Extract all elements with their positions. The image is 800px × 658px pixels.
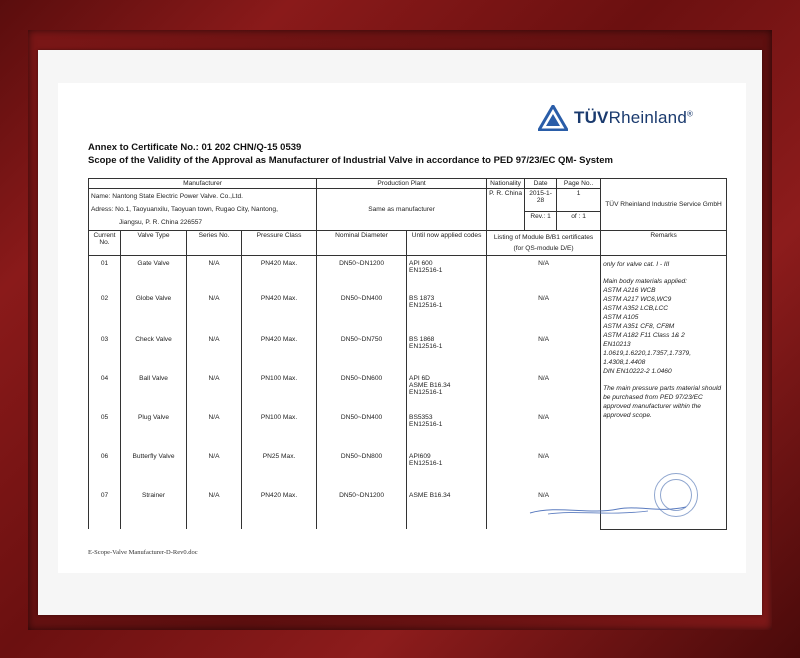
row-number: 05 xyxy=(89,410,121,449)
listing-value: N/A xyxy=(487,488,601,529)
col-diameter: Nominal Diameter xyxy=(317,231,407,256)
nominal-diameter: DN50~DN1200 xyxy=(317,488,407,529)
pressure-class: PN100 Max. xyxy=(242,410,317,449)
applied-codes: API 6D ASME B16.34 EN12516-1 xyxy=(407,371,487,410)
of-label: of : 1 xyxy=(557,212,601,231)
tuv-triangle-icon xyxy=(538,105,568,131)
remark-1: only for valve cat. I - III xyxy=(603,261,670,268)
valve-type: Strainer xyxy=(121,488,187,529)
plant-header: Production Plant xyxy=(317,179,487,189)
col-pressure: Pressure Class xyxy=(242,231,317,256)
nominal-diameter: DN50~DN600 xyxy=(317,371,407,410)
tuv-brand: TÜVRheinland® xyxy=(574,108,694,127)
remark-2: Main body materials applied: ASTM A216 WCB ASTM A217 WC6,WC9 ASTM A352 LCB,LCC ASTM A105 ASTM A351 CF8, CF8M ASTM A182 F11 Class 1& 2 EN10213 1.0619,1.6220,1.7357,1.7379, 1.4308,1.4408 DIN EN10222-2 1.0460 xyxy=(603,278,692,375)
nominal-diameter: DN50~DN400 xyxy=(317,410,407,449)
nominal-diameter: DN50~DN1200 xyxy=(317,256,407,292)
remark-3: The main pressure parts material should be purchased from PED 97/23/EC approved manufacturer within the approved scope. xyxy=(603,385,722,419)
series-no: N/A xyxy=(187,371,242,410)
manufacturer-name: Name: Nantong State Electric Power Valve. Co.,Ltd. xyxy=(91,193,243,200)
col-codes: Until now applied codes xyxy=(407,231,487,256)
col-series: Series No. xyxy=(187,231,242,256)
listing-value: N/A xyxy=(487,291,601,332)
manufacturer-address-1: Adress: No.1, Taoyuanxilu, Taoyuan town, Rugao City, Nantong, xyxy=(91,206,278,213)
col-current: Current No. xyxy=(89,231,121,256)
pressure-class: PN420 Max. xyxy=(242,332,317,371)
series-no: N/A xyxy=(187,410,242,449)
tuv-logo xyxy=(538,105,693,131)
page-value: 1 xyxy=(557,189,601,212)
applied-codes: BS5353 EN12516-1 xyxy=(407,410,487,449)
valve-type: Check Valve xyxy=(121,332,187,371)
row-number: 04 xyxy=(89,371,121,410)
scope-title: Scope of the Validity of the Approval as Manufacturer of Industrial Valve in accordance to PED 97/23/EC QM- System xyxy=(88,155,613,166)
series-no: N/A xyxy=(187,332,242,371)
applied-codes: BS 1868 EN12516-1 xyxy=(407,332,487,371)
col-valve-type: Valve Type xyxy=(121,231,187,256)
certificate-annex-title: Annex to Certificate No.: 01 202 CHN/Q-15 0539 xyxy=(88,142,302,153)
nominal-diameter: DN50~DN400 xyxy=(317,291,407,332)
nationality-header: Nationality xyxy=(487,179,525,189)
pressure-class: PN420 Max. xyxy=(242,488,317,529)
series-no: N/A xyxy=(187,256,242,292)
page-header: Page No.. xyxy=(557,179,601,189)
col-remarks: Remarks xyxy=(601,231,727,256)
tuv-service: TÜV Rheinland Industrie Service GmbH xyxy=(601,179,727,231)
table-row xyxy=(89,256,727,292)
listing-value: N/A xyxy=(487,332,601,371)
nationality-value: P. R. China xyxy=(487,189,525,231)
valve-type: Plug Valve xyxy=(121,410,187,449)
pressure-class: PN25 Max. xyxy=(242,449,317,488)
row-number: 03 xyxy=(89,332,121,371)
listing-value: N/A xyxy=(487,256,601,292)
applied-codes: BS 1873 EN12516-1 xyxy=(407,291,487,332)
valve-type: Gate Valve xyxy=(121,256,187,292)
row-number: 06 xyxy=(89,449,121,488)
nominal-diameter: DN50~DN800 xyxy=(317,449,407,488)
pressure-class: PN420 Max. xyxy=(242,256,317,292)
date-header: Date xyxy=(525,179,557,189)
series-no: N/A xyxy=(187,449,242,488)
scope-table xyxy=(88,178,727,530)
document-footer: E-Scope-Valve Manufacturer-D-Rev0.doc xyxy=(88,549,198,556)
plant-value: Same as manufacturer xyxy=(317,189,487,231)
row-number: 07 xyxy=(89,488,121,529)
col-listing-sub: (for QS-module D/E) xyxy=(513,245,574,252)
series-no: N/A xyxy=(187,488,242,529)
manufacturer-cell xyxy=(89,189,317,231)
col-listing xyxy=(487,231,601,256)
manufacturer-address-2: Jiangsu, P. R. China 226557 xyxy=(119,219,203,226)
nominal-diameter: DN50~DN750 xyxy=(317,332,407,371)
applied-codes: API609 EN12516-1 xyxy=(407,449,487,488)
valve-type: Ball Valve xyxy=(121,371,187,410)
certificate-paper xyxy=(58,83,746,573)
valve-type: Globe Valve xyxy=(121,291,187,332)
series-no: N/A xyxy=(187,291,242,332)
listing-value: N/A xyxy=(487,410,601,449)
rev-label: Rev.: 1 xyxy=(525,212,557,231)
row-number: 01 xyxy=(89,256,121,292)
row-number: 02 xyxy=(89,291,121,332)
valve-type: Butterfly Valve xyxy=(121,449,187,488)
date-value: 2015-1-28 xyxy=(525,189,557,212)
pressure-class: PN420 Max. xyxy=(242,291,317,332)
col-listing-label: Listing of Module B/B1 certificates xyxy=(493,234,594,241)
pressure-class: PN100 Max. xyxy=(242,371,317,410)
applied-codes: API 600 EN12516-1 xyxy=(407,256,487,292)
applied-codes: ASME B16.34 xyxy=(407,488,487,529)
listing-value: N/A xyxy=(487,371,601,410)
manufacturer-header: Manufacturer xyxy=(89,179,317,189)
listing-value: N/A xyxy=(487,449,601,488)
signature-icon xyxy=(528,501,688,517)
